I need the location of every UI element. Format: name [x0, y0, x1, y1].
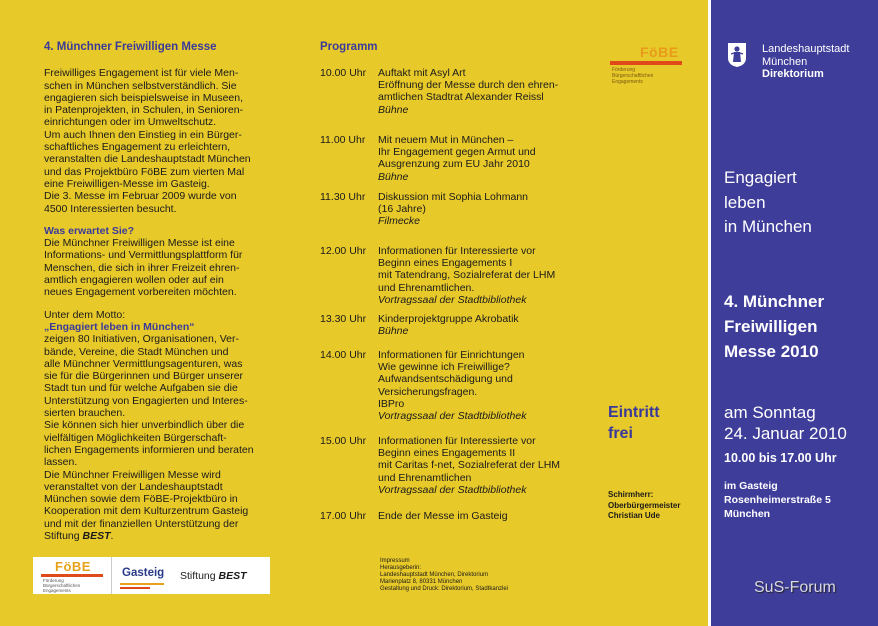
programm-description: Informationen für Interessierte vor Beginn eines Engagements I mit Tatendrang, Sozialreferat der LHM und Ehrenamtlichen.: [378, 245, 556, 294]
event-date: am Sonntag 24. Januar 2010: [724, 403, 847, 443]
info-column: [44, 41, 269, 542]
programm-description: Auftakt mit Asyl Art Eröffnung der Messe durch den ehren- amtlichen Stadtrat Alexander Reissl: [378, 67, 559, 104]
programm-description: Ende der Messe im Gasteig: [378, 510, 508, 522]
programm-time: 10.00 Uhr: [320, 67, 367, 79]
motto-heading: „Engagiert leben in München“: [44, 320, 195, 333]
stiftung-word: Stiftung: [180, 569, 216, 582]
motto-text: [44, 333, 269, 542]
gasteig-logo-line-2: [120, 587, 150, 589]
programm-description: Diskussion mit Sophia Lohmann (16 Jahre): [378, 191, 528, 216]
event-hours: 10.00 bis 17.00 Uhr: [724, 451, 837, 465]
fobe-large-word: FöBE: [640, 44, 679, 60]
best-word: BEST: [218, 569, 247, 582]
event-title: 4. Münchner Freiwilligen Messe 2010: [724, 292, 825, 361]
fobe-logo-subtitle: Förderung Bürgerschaftlichen Engagements: [43, 578, 81, 593]
fobe-logo-word: FöBE: [55, 559, 91, 574]
gasteig-logo-word: Gasteig: [122, 567, 165, 579]
sponsor-logos: [33, 557, 270, 594]
programm-title: Programm: [320, 41, 378, 53]
fobe-logo-bar: [41, 574, 103, 577]
city-name: [762, 43, 849, 81]
intro-text: Freiwilliges Engagement ist für viele Men- schen in München selbstverständlich. Sie engagieren sich beispielsweise in Museen, in Patenprojekten, in Schulen, in Senioren- einrichtungen oder im Umweltschutz. Um auch Ihnen den Einstieg in ein Bürger- schaftliches Engagement zu erleichtern, veranstalten die Landeshauptstadt München und das Projektbüro FöBE zum vierten Mal eine Freiwilligen-Messe im Gasteig. Die 3. Messe im Februar 2009 wurde von 4500 Interessierten besucht.: [44, 67, 251, 215]
question-text: Die Münchner Freiwilligen Messe ist eine Informations- und Vermittlungsplattform für Menschen, die sich in ihrer Freizeit ehren- amtlich engagieren wollen oder auf ein neues Engagement vorbereiten möchten.: [44, 237, 243, 299]
eintritt-frei: Eintritt frei: [608, 404, 660, 442]
programm-time: 11.30 Uhr: [320, 191, 366, 203]
motto-intro: Unter dem Motto:: [44, 308, 126, 321]
programm-place: Vortragssaal der Stadtbibliothek: [378, 293, 527, 306]
programm-time: 15.00 Uhr: [320, 435, 367, 447]
programm-time: 12.00 Uhr: [320, 245, 367, 257]
programm-column: [320, 41, 590, 522]
tagline: Engagiert leben in München: [724, 168, 812, 236]
event-venue: im Gasteig Rosenheimerstraße 5 München: [724, 480, 831, 520]
fobe-large-subtitle: Förderung Bürgerschaftlichen Engagements: [612, 67, 654, 85]
impressum: Impressum Herausgeberin: Landeshauptstadt München, Direktorium Marienplatz 8, 80331 München Gestaltung und Druck: Direktorium, Stadtkanzlei: [380, 558, 509, 592]
motto-body: zeigen 80 Initiativen, Organisationen, Ver- bände, Vereine, die Stadt München und alle Münchner Vermittlungsagenturen, was sie für die Bürgerinnen und Bürger unserer Stadt tun und für welche Aufgaben sie die Unterstützung von Engagierten und Interes- sierten brauchen. Sie können sich hier unverbindlich über die vielfältigen Möglichkeiten Bürgerschaft- lichen Engagements informieren und beraten lassen. Die Münchner Freiwilligen Messe wird veranstaltet von der Landeshauptstadt München sowie dem FöBE-Projektbüro in Kooperation mit dem Kulturzentrum Gasteig und mit der finanziellen Unterstützung der Stiftung: [44, 333, 254, 542]
stiftung-best-logo: [172, 570, 247, 582]
city-line-1: Landeshauptstadt: [762, 43, 850, 55]
programm-text: [378, 67, 590, 116]
programm-time: 17.00 Uhr: [320, 510, 367, 522]
programm-description: Informationen für Einrichtungen Wie gewinne ich Freiwillige? Aufwandsentschädigung und Versicherungsfragen. IBPro: [378, 349, 525, 410]
programm-text: [378, 245, 590, 306]
gasteig-logo-line: [120, 583, 164, 585]
programm-place: Bühne: [378, 325, 409, 338]
programm-description: Kinderprojektgruppe Akrobatik: [378, 313, 519, 325]
motto-best: BEST: [82, 529, 111, 542]
programm-text: [378, 134, 590, 183]
motto-dot: .: [110, 529, 114, 542]
city-line-3: Direktorium: [762, 68, 824, 80]
programm-place: Vortragssaal der Stadtbibliothek: [378, 410, 527, 423]
munich-crest-icon: [727, 42, 747, 68]
programm-place: Vortragssaal der Stadtbibliothek: [378, 483, 527, 496]
programm-text: [378, 349, 590, 422]
schirmherr: Schirmherr: Oberbürgermeister Christian Ude: [608, 490, 681, 520]
programm-time: 14.00 Uhr: [320, 349, 367, 361]
fobe-logo-large: [610, 44, 685, 90]
fobe-logo: [33, 557, 111, 594]
programm-time: 13.30 Uhr: [320, 313, 367, 325]
programm-place: Filmecke: [378, 215, 421, 228]
programm-text: [378, 435, 590, 496]
city-line-2: München: [762, 55, 808, 68]
programm-place: Bühne: [378, 103, 409, 116]
programm-text: [378, 510, 590, 522]
programm-place: Bühne: [378, 170, 409, 183]
messe-title: 4. Münchner Freiwilligen Messe: [44, 41, 217, 53]
gasteig-logo: [111, 557, 172, 594]
programm-text: [378, 313, 590, 337]
watermark: SuS-Forum: [754, 579, 836, 596]
programm-description: Mit neuem Mut in München – Ihr Engagement gegen Armut und Ausgrenzung zum EU Jahr 2010: [378, 134, 536, 171]
question-heading: Was erwartet Sie?: [44, 224, 135, 237]
programm-text: [378, 191, 590, 228]
programm-description: Informationen für Interessierte vor Beginn eines Engagements II mit Caritas f-net, Sozialreferat der LHM und Ehrenamtlichen: [378, 435, 561, 484]
programm-time: 11.00 Uhr: [320, 134, 366, 146]
fobe-large-bar: [610, 61, 682, 65]
